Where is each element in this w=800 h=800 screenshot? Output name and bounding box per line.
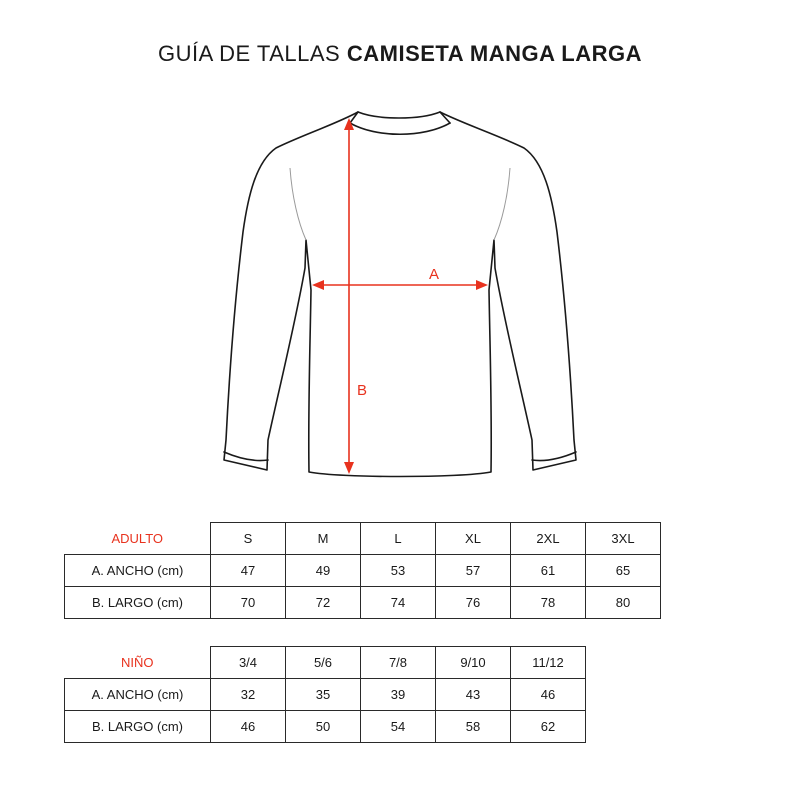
table-header-row bbox=[65, 647, 586, 679]
title-bold: CAMISETA MANGA LARGA bbox=[346, 41, 643, 66]
row-label: A. ANCHO (cm) bbox=[65, 555, 211, 587]
size-cell: 9/10 bbox=[436, 647, 511, 679]
value-cell: 62 bbox=[511, 711, 586, 743]
kids-header: NIÑO bbox=[121, 654, 154, 670]
size-cell: 3/4 bbox=[211, 647, 286, 679]
kids-size-table bbox=[64, 646, 586, 743]
measure-arrows bbox=[312, 118, 488, 474]
value-cell: 76 bbox=[436, 587, 511, 619]
size-cell: L bbox=[361, 523, 436, 555]
table-row bbox=[65, 679, 586, 711]
value-cell: 80 bbox=[586, 587, 661, 619]
table-header-row bbox=[65, 523, 661, 555]
size-cell: M bbox=[286, 523, 361, 555]
value-cell: 54 bbox=[361, 711, 436, 743]
row-label: A. ANCHO (cm) bbox=[65, 679, 211, 711]
value-cell: 49 bbox=[286, 555, 361, 587]
size-cell: 7/8 bbox=[361, 647, 436, 679]
table-row bbox=[65, 711, 586, 743]
size-cell: S bbox=[211, 523, 286, 555]
table-row bbox=[65, 555, 661, 587]
value-cell: 57 bbox=[436, 555, 511, 587]
size-cell: XL bbox=[436, 523, 511, 555]
value-cell: 70 bbox=[211, 587, 286, 619]
value-cell: 32 bbox=[211, 679, 286, 711]
row-label: B. LARGO (cm) bbox=[65, 711, 211, 743]
length-arrow-bottom-head bbox=[344, 462, 354, 474]
label-b: B bbox=[356, 382, 368, 399]
value-cell: 39 bbox=[361, 679, 436, 711]
value-cell: 58 bbox=[436, 711, 511, 743]
value-cell: 74 bbox=[361, 587, 436, 619]
value-cell: 47 bbox=[211, 555, 286, 587]
adult-size-table bbox=[64, 522, 661, 619]
row-label: B. LARGO (cm) bbox=[65, 587, 211, 619]
adult-header: ADULTO bbox=[111, 530, 164, 546]
shirt-outline bbox=[224, 112, 576, 477]
value-cell: 46 bbox=[511, 679, 586, 711]
value-cell: 43 bbox=[436, 679, 511, 711]
table-row bbox=[65, 587, 661, 619]
value-cell: 65 bbox=[586, 555, 661, 587]
size-cell: 3XL bbox=[586, 523, 661, 555]
size-cell: 11/12 bbox=[511, 647, 586, 679]
value-cell: 78 bbox=[511, 587, 586, 619]
width-arrow-right-head bbox=[476, 280, 488, 290]
size-cell: 2XL bbox=[511, 523, 586, 555]
shirt-seams bbox=[290, 168, 510, 240]
label-a: A bbox=[428, 266, 440, 283]
width-arrow-left-head bbox=[312, 280, 324, 290]
title-regular: GUÍA DE TALLAS bbox=[157, 41, 341, 66]
value-cell: 61 bbox=[511, 555, 586, 587]
value-cell: 46 bbox=[211, 711, 286, 743]
value-cell: 50 bbox=[286, 711, 361, 743]
value-cell: 35 bbox=[286, 679, 361, 711]
value-cell: 72 bbox=[286, 587, 361, 619]
size-cell: 5/6 bbox=[286, 647, 361, 679]
value-cell: 53 bbox=[361, 555, 436, 587]
